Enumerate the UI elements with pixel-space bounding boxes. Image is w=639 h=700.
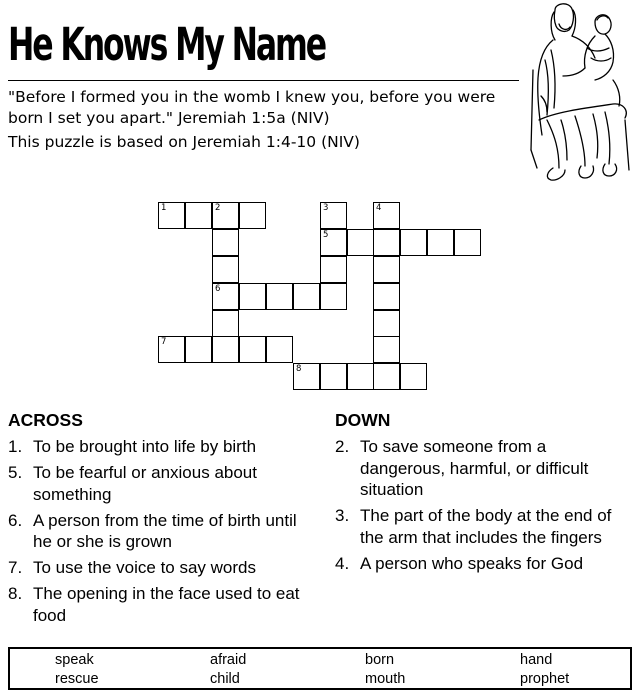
clue-number-label: 6 bbox=[215, 284, 221, 294]
crossword-cell[interactable] bbox=[185, 202, 212, 229]
down-clue-list bbox=[335, 436, 625, 579]
clue-text: To save someone from a dangerous, harmful, or difficult situation bbox=[360, 437, 589, 499]
down-heading: DOWN bbox=[335, 410, 391, 430]
crossword-cell[interactable] bbox=[373, 202, 400, 229]
crossword-cell[interactable] bbox=[266, 336, 293, 363]
crossword-cell[interactable] bbox=[373, 229, 400, 256]
crossword-cell[interactable] bbox=[320, 202, 347, 229]
clue-number: 4. bbox=[335, 553, 350, 573]
crossword-cell[interactable] bbox=[373, 336, 400, 363]
clue-text: The opening in the face used to eat food bbox=[33, 584, 300, 625]
clue-text: To be fearful or anxious about something bbox=[33, 463, 257, 504]
crossword-cell[interactable] bbox=[293, 283, 320, 310]
crossword-cell[interactable] bbox=[347, 229, 374, 256]
crossword-cell[interactable] bbox=[239, 202, 266, 229]
word-bank bbox=[8, 647, 632, 690]
word-bank-item: child bbox=[210, 671, 240, 687]
crossword-cell[interactable] bbox=[212, 310, 239, 337]
clue-text: The part of the body at the end of the arm that includes the fingers bbox=[360, 506, 612, 547]
down-clue bbox=[335, 553, 625, 575]
scripture-verse: "Before I formed you in the womb I knew you, before you were born I set you apart." Jeremiah 1:5a (NIV) bbox=[8, 88, 496, 127]
crossword-cell[interactable] bbox=[427, 229, 454, 256]
crossword-cell[interactable] bbox=[293, 363, 320, 390]
clue-number: 1. bbox=[8, 437, 23, 456]
clue-number-label: 2 bbox=[215, 203, 221, 213]
crossword-cell[interactable] bbox=[266, 283, 293, 310]
crossword-cell[interactable] bbox=[320, 363, 347, 390]
clue-number-label: 3 bbox=[323, 203, 329, 213]
down-clue bbox=[335, 436, 625, 501]
crossword-cell[interactable] bbox=[320, 229, 347, 256]
word-bank-item: speak bbox=[55, 652, 94, 668]
clue-number-label: 8 bbox=[296, 364, 302, 374]
clue-number-label: 4 bbox=[376, 203, 382, 213]
crossword-cell[interactable] bbox=[158, 202, 185, 229]
clue-text: A person from the time of birth until he or she is grown bbox=[33, 510, 297, 551]
puzzle-title: He Knows My Name bbox=[8, 18, 326, 71]
word-bank-item: born bbox=[365, 652, 395, 668]
crossword-cell[interactable] bbox=[347, 363, 374, 390]
across-clue bbox=[8, 557, 308, 579]
crossword-cell[interactable] bbox=[454, 229, 481, 256]
across-clue-list bbox=[8, 436, 308, 631]
word-bank-item: afraid bbox=[210, 652, 247, 668]
word-bank-item: rescue bbox=[55, 671, 99, 687]
word-bank-item: prophet bbox=[520, 671, 570, 687]
crossword-cell[interactable] bbox=[239, 336, 266, 363]
clue-number: 7. bbox=[8, 558, 23, 577]
crossword-cell[interactable] bbox=[212, 336, 239, 363]
across-clue bbox=[8, 436, 308, 458]
across-heading: ACROSS bbox=[8, 410, 83, 430]
crossword-cell[interactable] bbox=[185, 336, 212, 363]
crossword-cell[interactable] bbox=[320, 256, 347, 283]
across-clue bbox=[8, 583, 308, 626]
crossword-cell[interactable] bbox=[320, 283, 347, 310]
clue-number: 5. bbox=[8, 463, 23, 482]
crossword-cell[interactable] bbox=[400, 363, 427, 390]
clue-number-label: 5 bbox=[323, 230, 329, 240]
crossword-cell[interactable] bbox=[212, 256, 239, 283]
clue-number: 3. bbox=[335, 506, 350, 525]
crossword-cell[interactable] bbox=[212, 229, 239, 256]
across-clue bbox=[8, 462, 308, 505]
puzzle-source-note: This puzzle is based on Jeremiah 1:4-10 (NIV) bbox=[8, 133, 360, 151]
word-bank-item: mouth bbox=[365, 671, 406, 687]
clue-text: To use the voice to say words bbox=[33, 558, 257, 577]
crossword-cell[interactable] bbox=[239, 283, 266, 310]
crossword-cell[interactable] bbox=[212, 202, 239, 229]
crossword-cell[interactable] bbox=[158, 336, 185, 363]
word-bank-item: hand bbox=[520, 652, 553, 668]
clue-number: 6. bbox=[8, 510, 23, 530]
clue-text: To be brought into life by birth bbox=[33, 437, 257, 456]
across-clue bbox=[8, 510, 308, 553]
down-clue bbox=[335, 505, 625, 548]
crossword-cell[interactable] bbox=[373, 310, 400, 337]
crossword-cell[interactable] bbox=[212, 283, 239, 310]
crossword-cell[interactable] bbox=[373, 256, 400, 283]
clue-number: 2. bbox=[335, 437, 350, 456]
clue-number-label: 7 bbox=[161, 337, 167, 347]
clue-number-label: 1 bbox=[161, 203, 167, 213]
crossword-cell[interactable] bbox=[373, 363, 400, 390]
clue-text: A person who speaks for God bbox=[360, 553, 584, 573]
crossword-cell[interactable] bbox=[400, 229, 427, 256]
clue-number: 8. bbox=[8, 584, 23, 603]
crossword-cell[interactable] bbox=[373, 283, 400, 310]
